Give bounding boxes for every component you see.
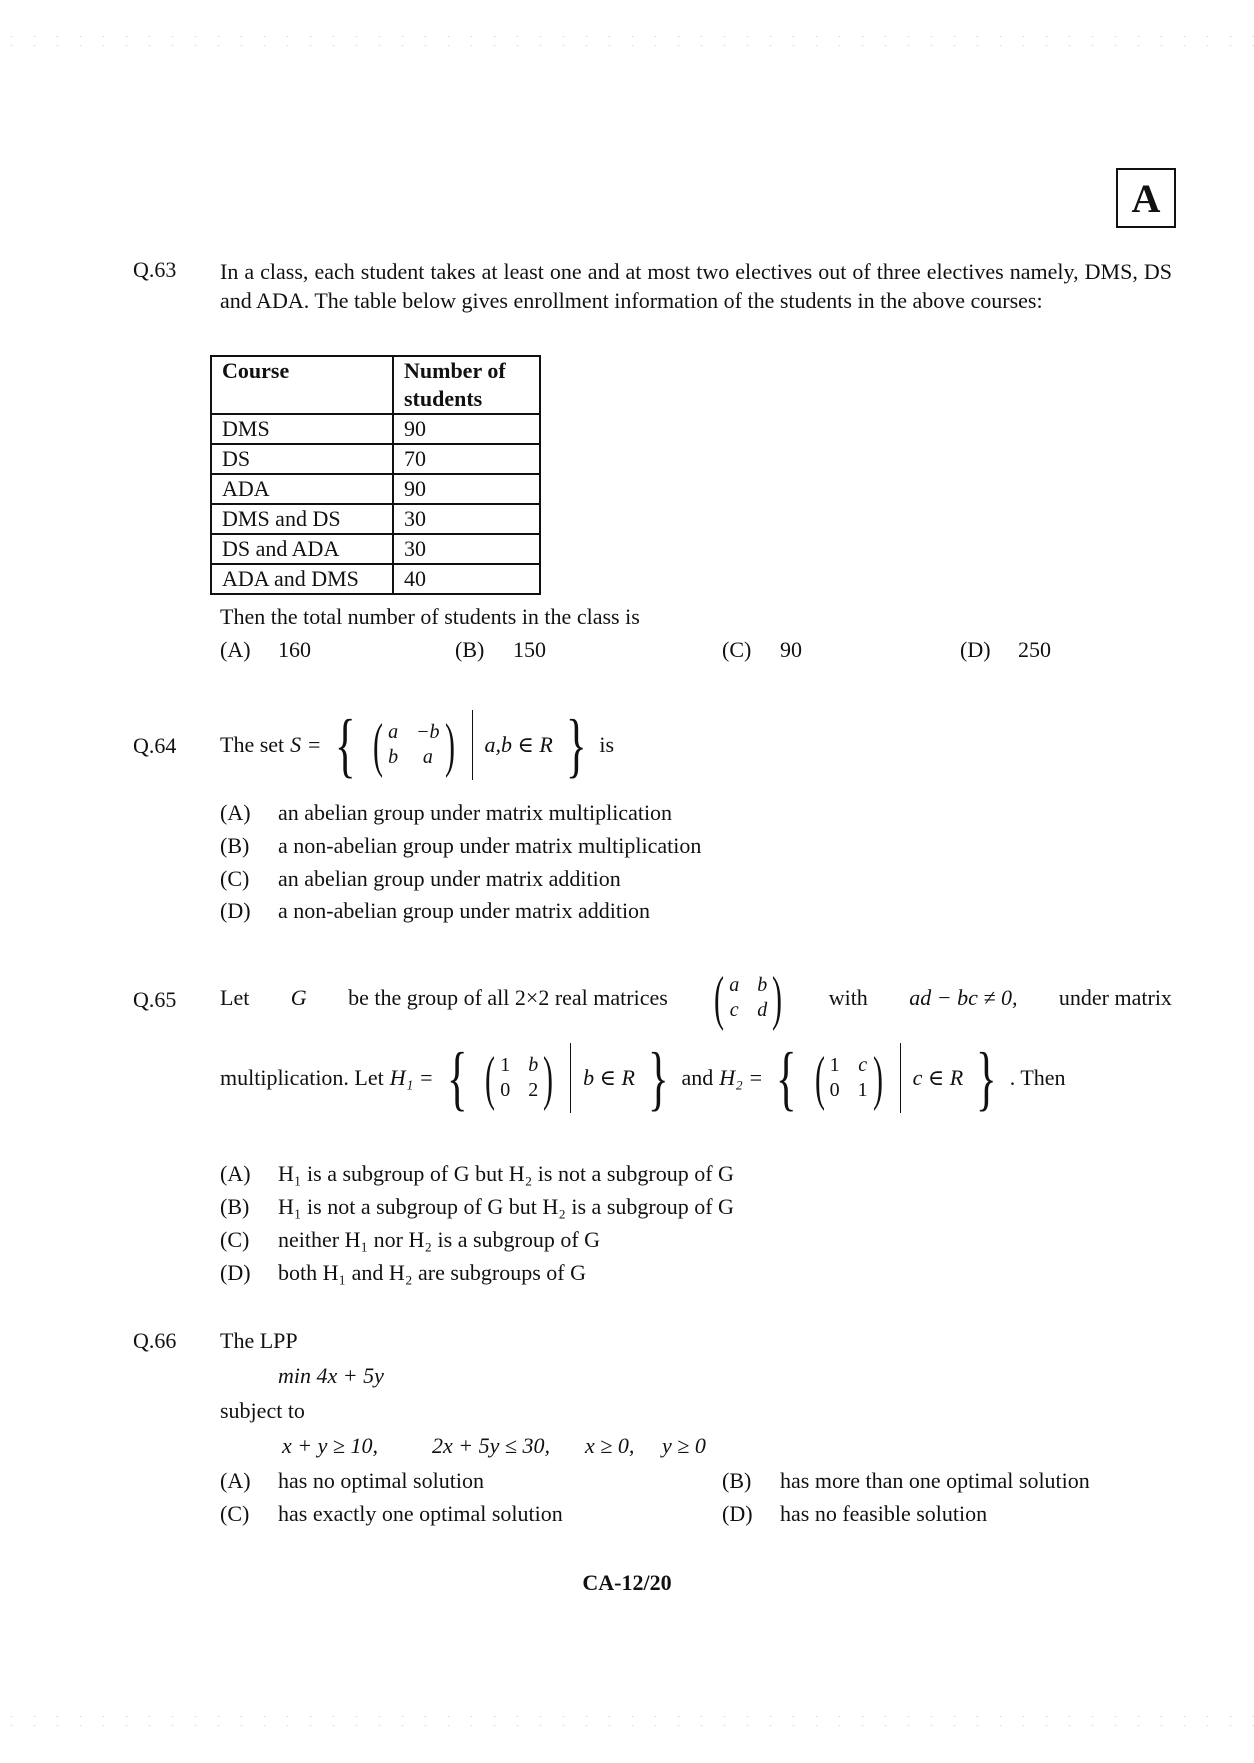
option-text: 90 [780,637,802,662]
table-cell: 70 [393,444,540,474]
option-text: has exactly one optimal solution [278,1501,563,1526]
matrix-entry: d [757,999,768,1021]
paper-set-badge: A [1116,168,1176,228]
q65-h1: H₁ = [389,1065,434,1090]
matrix-entry: 2 [528,1079,539,1101]
matrix-entry: c [858,1054,868,1076]
enrollment-table [210,355,541,595]
q65-let: Let [220,985,250,1010]
left-paren: ( [814,1045,825,1111]
q66-objective: min 4x + 5y [278,1363,384,1388]
option-label: (D) [722,1501,753,1526]
q64-tail: is [599,732,615,757]
matrix-entry: a [729,974,740,996]
table-cell: DMS and DS [211,504,393,534]
option-text: a non-abelian group under matrix multiplication [278,833,702,858]
table-cell: 90 [393,414,540,444]
matrix-entry: 0 [829,1079,840,1101]
option-label: (A) [220,637,251,662]
q65-under-matrix: under matrix [1058,985,1172,1010]
option-label: (D) [960,637,991,662]
q66-title: The LPP [220,1328,298,1353]
q65-h2-condition: c ∈ R [912,1065,964,1090]
table-row [211,444,540,474]
question-number-63: Q.63 [133,257,177,282]
q64-condition: a,b ∈ R [484,732,553,757]
q64-option-b[interactable] [220,833,701,859]
q65-with: with [828,985,868,1010]
table-cell: DMS [211,414,393,444]
question-number-65: Q.65 [133,987,177,1012]
table-cell: ADA and DMS [211,564,393,594]
option-label: (B) [722,1468,752,1493]
option-text: an abelian group under matrix multiplication [278,800,673,825]
q65-option-c[interactable] [220,1227,600,1253]
q63-option-c[interactable] [722,637,802,663]
right-paren: ) [444,712,455,778]
q65-then: . Then [1009,1065,1066,1090]
q65-g: G [290,985,307,1010]
q64-setvar: S = [290,732,322,757]
left-brace: { [776,1038,797,1118]
option-label: (B) [220,833,250,858]
q66-option-d[interactable] [722,1501,987,1527]
q63-option-a[interactable] [220,637,311,663]
question-63-text: In a class, each student takes at least one and at most two electives out of three electives namely, DMS, DS and ADA. The table below gives enrollment information of the students in the above courses: [220,259,1172,313]
q64-option-c[interactable] [220,866,621,892]
matrix-entry: 1 [500,1054,511,1076]
table-cell: DS [211,444,393,474]
table-cell: DS and ADA [211,534,393,564]
option-text: H₁ is not a subgroup of G but H₂ is a subgroup of G [278,1194,734,1219]
option-label: (C) [220,866,250,891]
q66-constraint: y ≥ 0 [662,1433,706,1458]
option-text: 160 [278,637,311,662]
q66-subject-to: subject to [220,1398,305,1423]
matrix-entry: 1 [829,1054,840,1076]
q63-option-d[interactable] [960,637,1051,663]
option-label: (A) [220,800,251,825]
q65-option-a[interactable] [220,1161,734,1187]
table-header-course: Course [211,356,393,414]
q66-option-a[interactable] [220,1468,484,1494]
q66-constraint: 2x + 5y ≤ 30, [432,1433,550,1458]
right-brace: } [565,705,587,785]
option-label: (B) [455,637,485,662]
page-footer: CA-12/20 [582,1570,672,1595]
q66-constraint: x + y ≥ 10, [282,1433,378,1458]
option-text: both H₁ and H₂ are subgroups of G [278,1260,587,1285]
q65-h1-matrix [480,1045,558,1111]
option-text: has no feasible solution [780,1501,988,1526]
q64-option-d[interactable] [220,898,650,924]
matrix-entry: b [528,1054,539,1076]
table-row [211,534,540,564]
option-text: 150 [513,637,546,662]
matrix-entry: −b [416,721,440,743]
such-that-bar [570,1043,571,1113]
option-label: (B) [220,1194,250,1219]
option-text: a non-abelian group under matrix addition [278,898,651,923]
option-text: has no optimal solution [278,1468,484,1493]
option-text: has more than one optimal solution [780,1468,1090,1493]
question-65-line2 [220,1040,1066,1116]
question-63-followup: Then the total number of students in the class is [220,604,640,629]
right-paren: ) [872,1045,883,1111]
option-label: (A) [220,1468,251,1493]
option-label: (D) [220,898,251,923]
question-64-stem [220,707,614,783]
q64-matrix [368,712,459,778]
table-cell: 40 [393,564,540,594]
such-that-bar [900,1043,901,1113]
matrix-entry: a [422,746,433,768]
q65-option-b[interactable] [220,1194,734,1220]
q63-option-b[interactable] [455,637,546,663]
option-label: (C) [220,1501,250,1526]
left-paren: ( [373,712,384,778]
matrix-entry: 0 [500,1079,511,1101]
such-that-bar [472,710,473,780]
option-label: (C) [220,1227,250,1252]
q66-constraint: x ≥ 0, [585,1433,635,1458]
q65-and: and [681,1065,714,1090]
table-row [211,414,540,444]
option-label: (C) [722,637,752,662]
matrix-entry: c [729,999,739,1021]
table-cell: ADA [211,474,393,504]
question-65-line1 [220,962,1172,1034]
option-label: (A) [220,1161,251,1186]
right-brace: } [647,1038,669,1118]
scan-noise-bottom [0,1712,1254,1726]
q66-option-c[interactable] [220,1501,563,1527]
left-paren: ( [485,1045,496,1111]
matrix-entry: b [388,746,399,768]
q65-g-matrix [709,965,787,1031]
table-row [211,474,540,504]
table-cell: 30 [393,534,540,564]
table-cell: 30 [393,504,540,534]
q65-group-desc: be the group of all 2×2 real matrices [348,985,668,1010]
q65-option-d[interactable] [220,1260,586,1286]
q64-lead: The set [220,732,285,757]
right-brace: } [976,1038,997,1118]
question-number-66: Q.66 [133,1328,177,1353]
table-row [211,564,540,594]
q65-h1-condition: b ∈ R [583,1065,635,1090]
matrix-entry: 1 [857,1079,868,1101]
scan-noise-top [0,32,1254,46]
table-header-students: Number of students [393,356,540,414]
table-row [211,504,540,534]
left-brace: { [334,705,356,785]
left-paren: ( [714,965,725,1031]
table-header-row [211,356,540,414]
q65-h2: H₂ = [719,1065,764,1090]
option-text: H₁ is a subgroup of G but H₂ is not a subgroup of G [278,1161,734,1186]
matrix-entry: a [388,721,399,743]
table-cell: 90 [393,474,540,504]
option-text: neither H₁ nor H₂ is a subgroup of G [278,1227,601,1252]
q66-option-b[interactable] [722,1468,1090,1494]
q65-h2-matrix [810,1045,888,1111]
right-paren: ) [543,1045,554,1111]
option-text: 250 [1018,637,1051,662]
left-brace: { [446,1038,468,1118]
q64-option-a[interactable] [220,800,672,826]
q65-multiplication-let: multiplication. Let [220,1065,384,1090]
question-number-64: Q.64 [133,733,177,758]
matrix-entry: b [757,974,768,996]
right-paren: ) [772,965,783,1031]
q65-determinant-condition: ad − bc ≠ 0, [909,985,1018,1010]
option-text: an abelian group under matrix addition [278,866,621,891]
option-label: (D) [220,1260,251,1285]
